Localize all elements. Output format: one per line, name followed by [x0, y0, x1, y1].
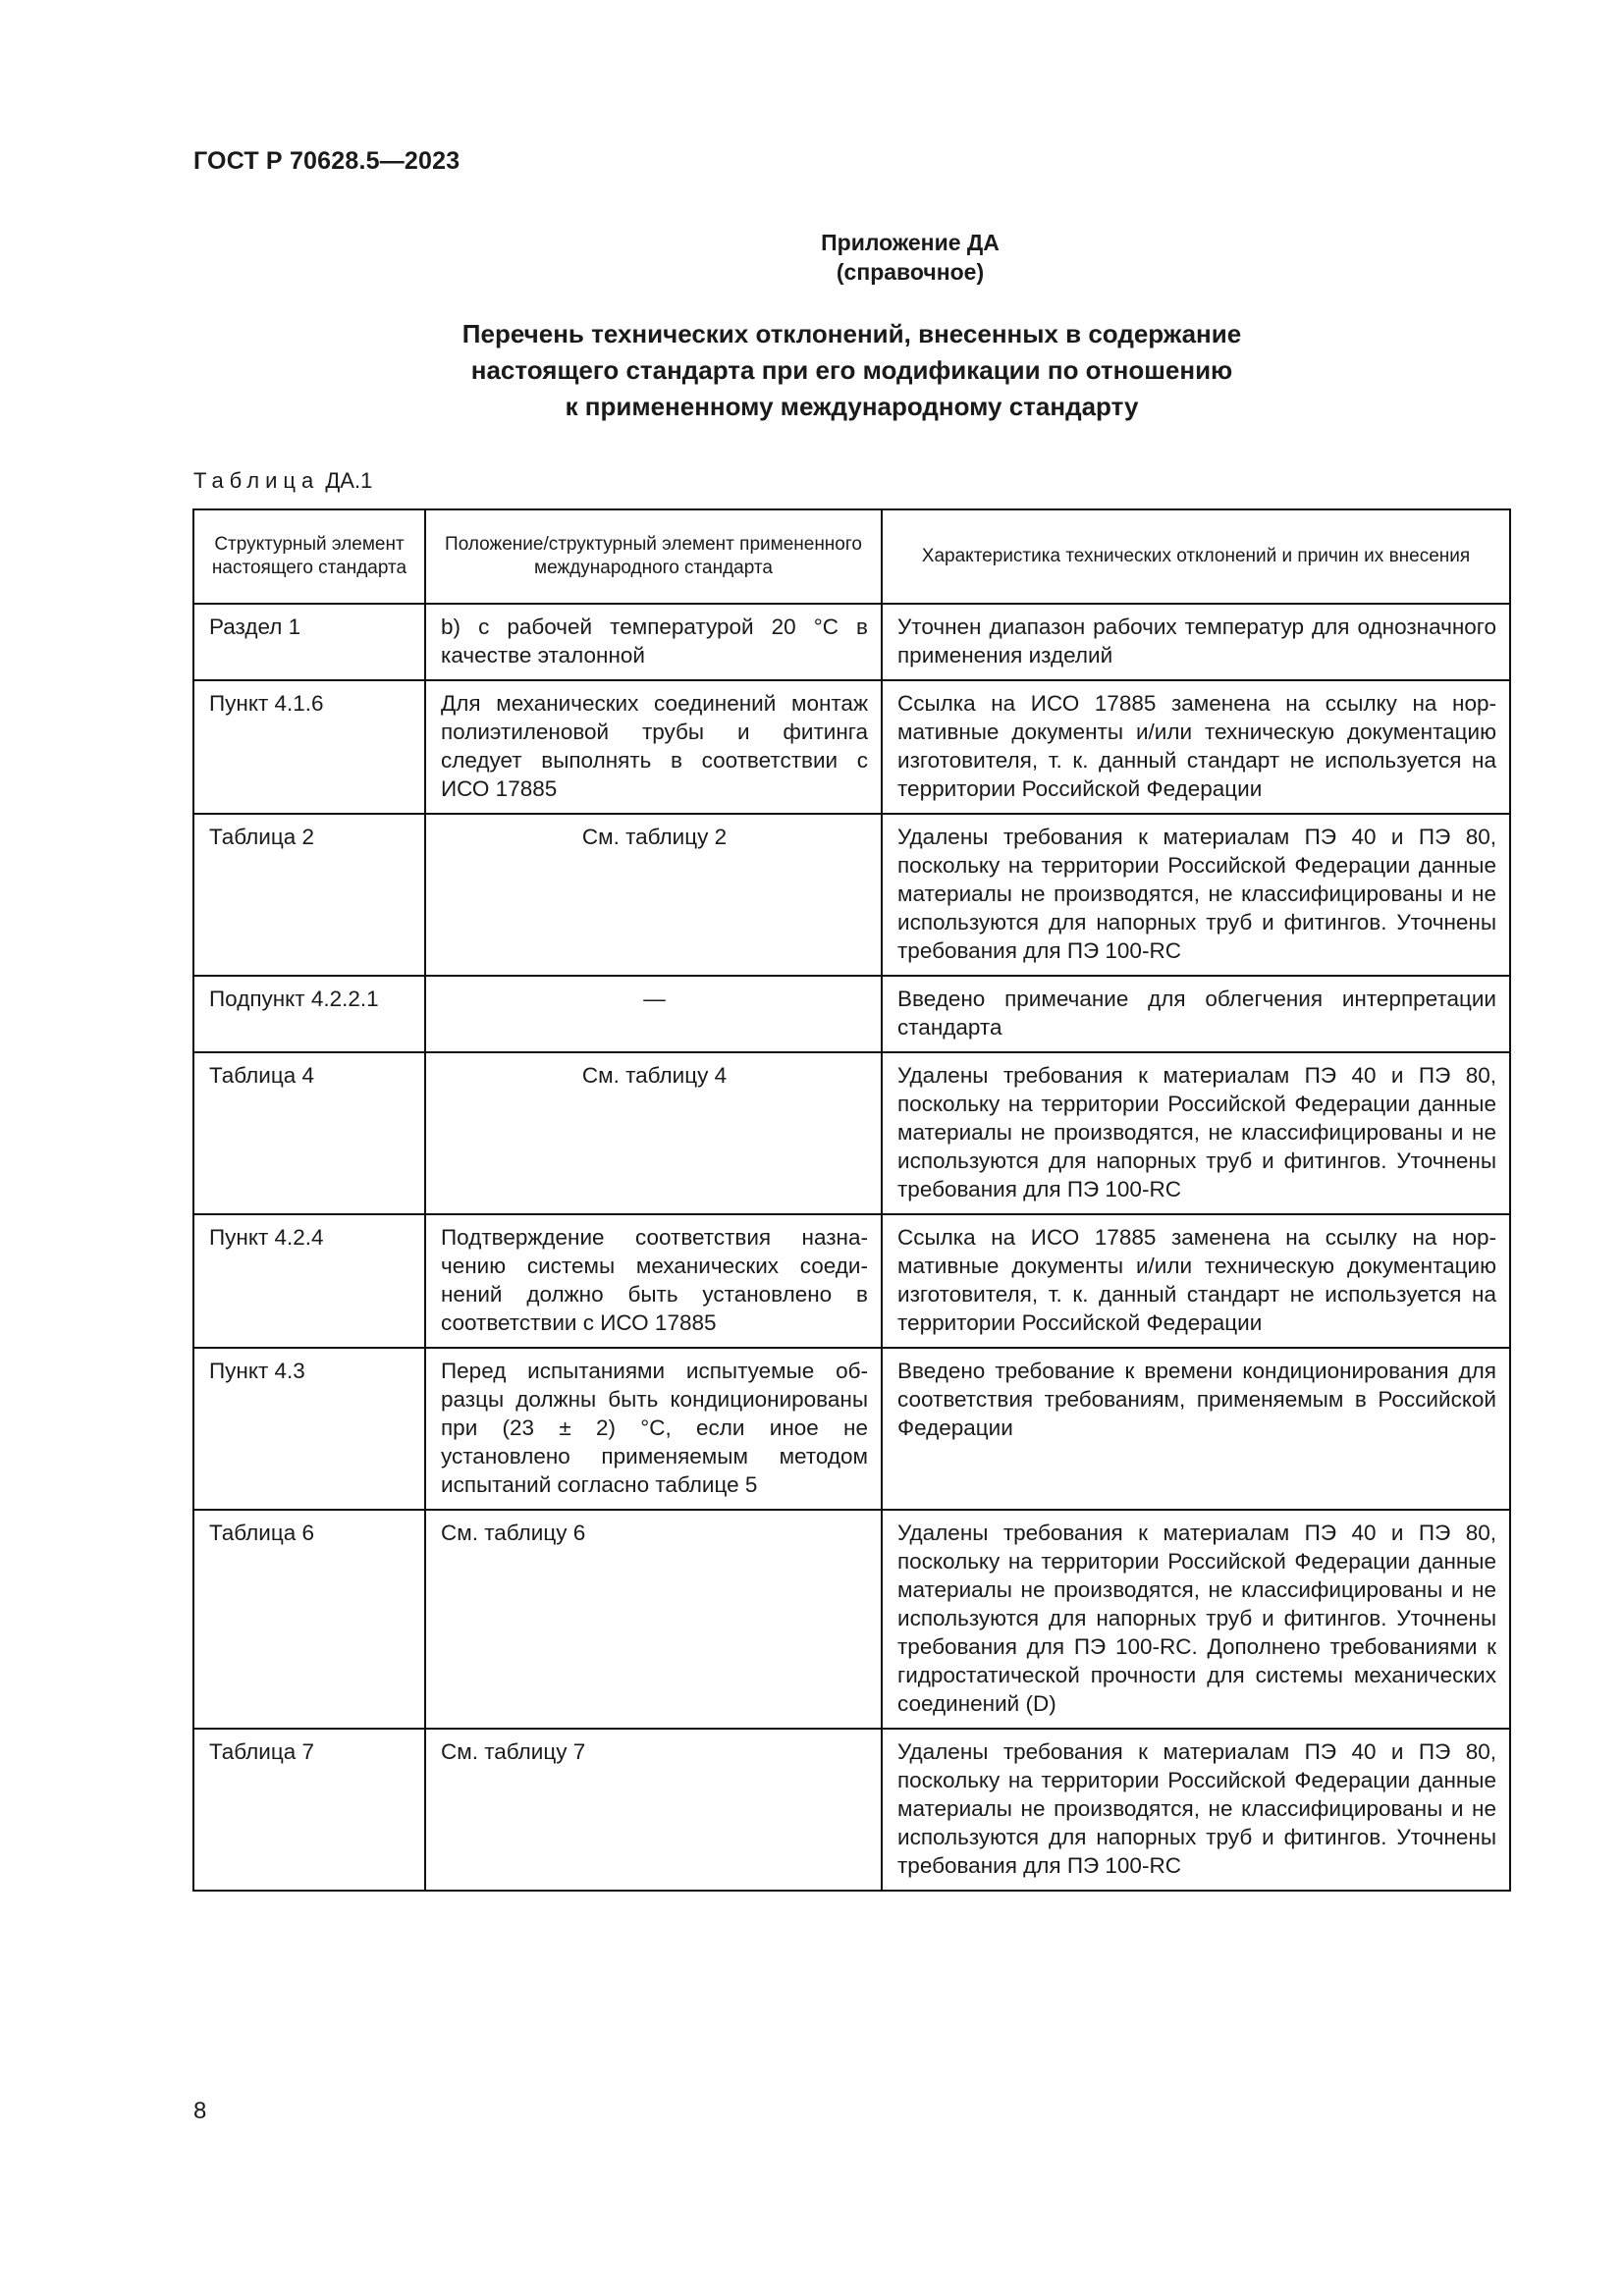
cell-position: Перед испытаниями испытуемые образцы должны быть кондиционированы при (23 ± 2) °С, если иное не установлено применяемым методом испытаний согласно таблице 5 [425, 1348, 882, 1510]
cell-characteristic: Уточнен диапазон рабочих температур для однозначного применения изделий [882, 604, 1510, 680]
header-deviation-characteristic: Характеристика технических отклонений и причин их внесения [882, 509, 1510, 604]
cell-characteristic: Удалены требования к материалам ПЭ 40 и ПЭ 80, поскольку на территории Российской Федерации данные материалы не производятся, не классифицированы и не используются для напорных труб и фитингов. Уточнены требования для ПЭ 100-RC [882, 814, 1510, 976]
cell-characteristic: Ссылка на ИСО 17885 заменена на ссылку на нормативные документы и/или техническую документацию изготовителя, т. к. данный стандарт не используется на территории Российской Федерации [882, 1214, 1510, 1348]
cell-element: Пункт 4.1.6 [193, 680, 425, 814]
appendix-heading [0, 228, 1624, 287]
cell-element: Таблица 6 [193, 1510, 425, 1729]
cell-characteristic: Удалены требования к материалам ПЭ 40 и ПЭ 80, поскольку на территории Российской Федерации данные материалы не производятся, не классифицированы и не используются для напорных труб и фитингов. Уточнены требования для ПЭ 100-RC [882, 1052, 1510, 1214]
table-row [193, 814, 1510, 976]
table-row [193, 1510, 1510, 1729]
cell-characteristic: Введено требование к времени кондиционирования для соответствия требованиям, применяемым в Российской Федерации [882, 1348, 1510, 1510]
cell-element: Таблица 4 [193, 1052, 425, 1214]
cell-element: Пункт 4.2.4 [193, 1214, 425, 1348]
cell-position: Подтверждение соответствия назначению системы механических соединений должно быть установлено в соответствии с ИСО 17885 [425, 1214, 882, 1348]
cell-position: См. таблицу 7 [425, 1729, 882, 1891]
cell-position: См. таблицу 2 [425, 814, 882, 976]
cell-characteristic: Удалены требования к материалам ПЭ 40 и ПЭ 80, поскольку на территории Российской Федерации данные материалы не производятся, не классифицированы и не используются для напорных труб и фитингов. Уточнены требования для ПЭ 100-RC [882, 1729, 1510, 1891]
cell-element: Раздел 1 [193, 604, 425, 680]
table-header-row [193, 509, 1510, 604]
header-international-position: Положение/структурный элемент примененного международного стандарта [425, 509, 882, 604]
table-caption-id: ДА.1 [325, 468, 373, 493]
table-row [193, 604, 1510, 680]
cell-element: Таблица 7 [193, 1729, 425, 1891]
header-structural-element: Структурный элемент настоящего стандарта [193, 509, 425, 604]
deviations-table [192, 508, 1511, 1892]
cell-element: Подпункт 4.2.2.1 [193, 976, 425, 1052]
main-title-line: к примененному международному стандарту [565, 392, 1139, 421]
page-number: 8 [193, 2098, 207, 2124]
table-caption [193, 468, 372, 494]
cell-characteristic: Ссылка на ИСО 17885 заменена на ссылку на нормативные документы и/или техническую документацию изготовителя, т. к. данный стандарт не используется на территории Российской Федерации [882, 680, 1510, 814]
cell-position: — [425, 976, 882, 1052]
cell-characteristic: Удалены требования к материалам ПЭ 40 и ПЭ 80, поскольку на территории Российской Федерации данные материалы не производятся, не классифицированы и не используются для напорных труб и фитингов. Уточнены требования для ПЭ 100-RC. Дополнено требованиями к гидростатической прочности для системы механических соединений (D) [882, 1510, 1510, 1729]
table-row [193, 1348, 1510, 1510]
cell-element: Пункт 4.3 [193, 1348, 425, 1510]
cell-characteristic: Введено примечание для облегчения интерпретации стандарта [882, 976, 1510, 1052]
table-row [193, 1729, 1510, 1891]
main-title-line: настоящего стандарта при его модификации по отношению [470, 355, 1233, 385]
cell-position: Для механических соединений монтаж полиэтиленовой трубы и фитинга следует выполнять в соответствии с ИСО 17885 [425, 680, 882, 814]
cell-position: b) с рабочей температурой 20 °С в качестве эталонной [425, 604, 882, 680]
table-row [193, 1052, 1510, 1214]
table-row [193, 976, 1510, 1052]
cell-position: См. таблицу 4 [425, 1052, 882, 1214]
main-title [196, 316, 1507, 425]
cell-position: См. таблицу 6 [425, 1510, 882, 1729]
appendix-subtitle: (справочное) [836, 259, 985, 285]
table-caption-word: Таблица [193, 468, 320, 493]
table-row [193, 1214, 1510, 1348]
document-code: ГОСТ Р 70628.5—2023 [193, 147, 460, 175]
appendix-title: Приложение ДА [821, 230, 1000, 255]
cell-element: Таблица 2 [193, 814, 425, 976]
main-title-line: Перечень технических отклонений, внесенных в содержание [461, 319, 1242, 348]
table-row [193, 680, 1510, 814]
